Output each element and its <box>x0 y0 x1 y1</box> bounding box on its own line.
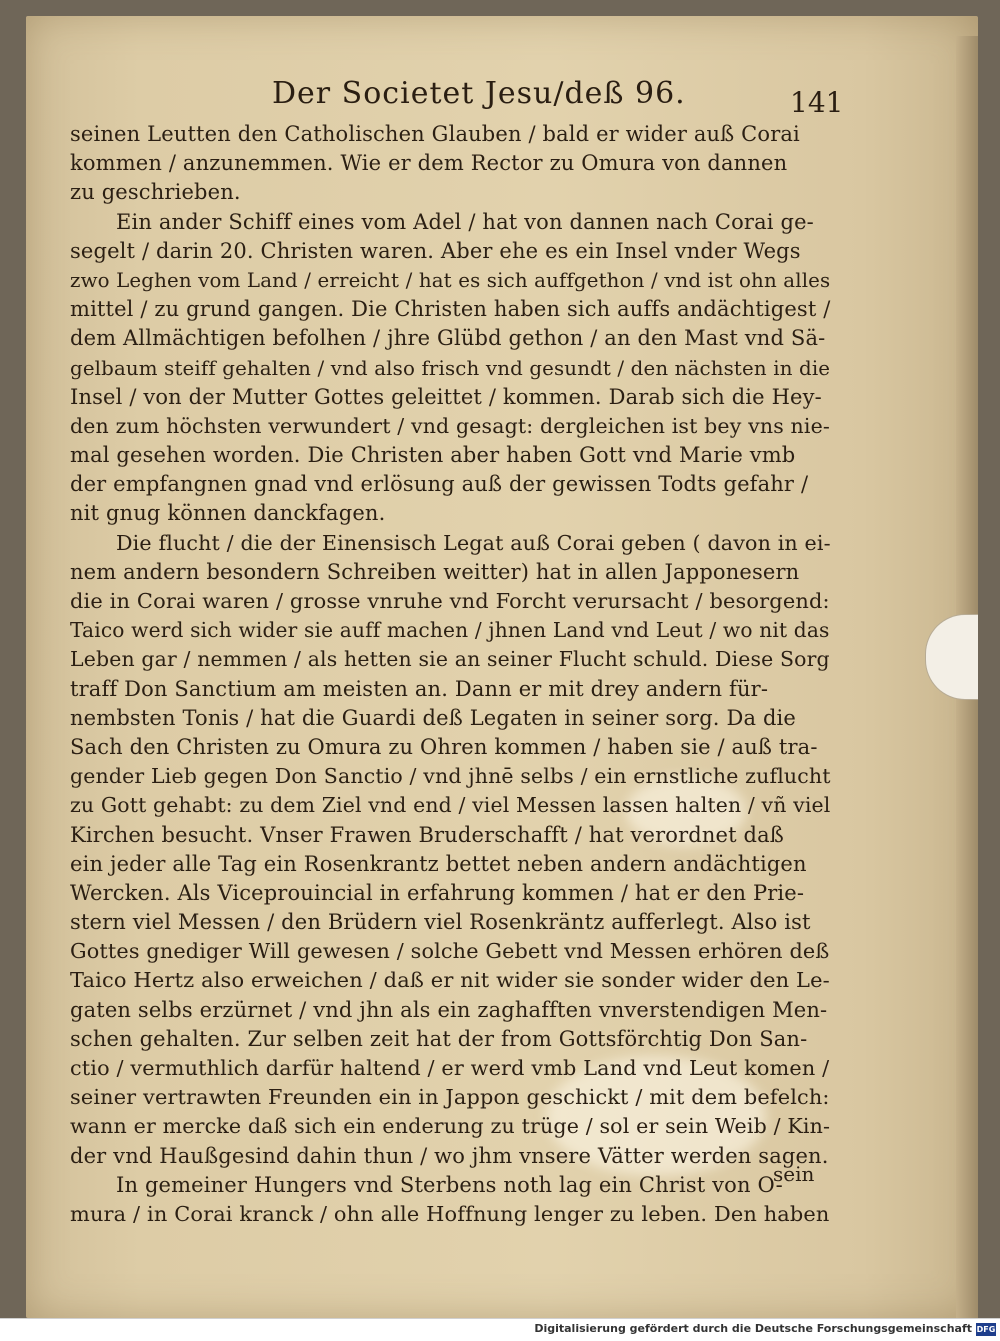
page-tab-cutout <box>925 614 978 700</box>
text-line: zwo Leghen vom Land / erreicht / hat es sich auffgethon / vnd ist ohn alles <box>70 268 831 292</box>
text-line: Gottes gnediger Will gewesen / solche Gebett vnd Messen erhören deß <box>70 939 830 964</box>
text-line: mura / in Corai kranck / ohn alle Hoffnung lenger zu leben. Den haben <box>70 1201 830 1226</box>
text-line: zu geschrieben. <box>70 180 241 205</box>
text-line: Taico werd sich wider sie auff machen / jhnen Land vnd Leut / wo nit das <box>70 618 830 643</box>
text-line: mal gesehen worden. Die Christen aber haben Gott vnd Marie vmb <box>70 443 796 468</box>
text-line: dem Allmächtigen befolhen / jhre Glübd gethon / an den Mast vnd Sä- <box>70 326 826 351</box>
text-line: Ein ander Schiff eines vom Adel / hat von dannen nach Corai ge- <box>116 209 814 234</box>
text-line: schen gehalten. Zur selben zeit hat der from Gottsförchtig Don San- <box>70 1026 808 1051</box>
text-line: Taico Hertz also erweichen / daß er nit wider sie sonder wider den Le- <box>70 968 830 993</box>
text-line: gender Lieb gegen Don Sanctio / vnd jhnē selbs / ein ernstliche zuflucht <box>70 764 831 789</box>
dfg-logo: DFG <box>976 1325 996 1334</box>
text-line: kommen / anzunemmen. Wie er dem Rector zu Omura von dannen <box>70 151 788 176</box>
text-line: nembsten Tonis / hat die Guardi deß Legaten in seiner sorg. Da die <box>70 705 796 730</box>
page-number: 141 <box>790 86 844 119</box>
text-line: Insel / von der Mutter Gottes geleittet / kommen. Darab sich die Hey- <box>70 384 822 409</box>
text-line: der vnd Haußgesind dahin thun / wo jhm vnsere Vätter werden sagen. <box>70 1143 829 1168</box>
text-line: Kirchen besucht. Vnser Frawen Bruderschafft / hat verordnet daß <box>70 822 784 847</box>
text-line: Die flucht / die der Einensisch Legat auß Corai geben ( davon in ei- <box>116 530 831 555</box>
text-line: zu Gott gehabt: zu dem Ziel vnd end / viel Messen lassen halten / vñ viel <box>70 793 831 818</box>
text-line: nit gnug können danckfagen. <box>70 501 386 526</box>
catchword: sein <box>773 1162 815 1186</box>
funding-credit: Digitalisierung gefördert durch die Deutsche Forschungsgemeinschaft <box>534 1322 972 1335</box>
text-line: seiner vertrawten Freunden ein in Jappon geschickt / mit dem befelch: <box>70 1085 830 1110</box>
text-line: die in Corai waren / grosse vnruhe vnd Forcht verursacht / besorgend: <box>70 589 830 613</box>
text-line: ctio / vermuthlich darfür haltend / er werd vmb Land vnd Leut komen / <box>70 1056 830 1080</box>
body-text <box>70 120 830 1229</box>
text-line: Sach den Christen zu Omura zu Ohren kommen / haben sie / auß tra- <box>70 734 818 759</box>
text-line: mittel / zu grund gangen. Die Christen haben sich auffs andächtigest / <box>70 297 831 322</box>
text-line: den zum höchsten verwundert / vnd gesagt: dergleichen ist bey vns nie- <box>70 413 830 438</box>
text-line: nem andern besondern Schreiben weitter) hat in allen Japponesern <box>70 559 800 584</box>
text-line: segelt / darin 20. Christen waren. Aber ehe es ein Insel vnder Wegs <box>70 238 801 263</box>
text-line: traff Don Sanctium am meisten an. Dann er mit drey andern für- <box>70 676 769 701</box>
text-line: In gemeiner Hungers vnd Sterbens noth lag ein Christ von O- <box>116 1172 783 1197</box>
text-line: Wercken. Als Viceprouincial in erfahrung kommen / hat er den Prie- <box>70 880 805 905</box>
text-line: Leben gar / nemmen / als hetten sie an seiner Flucht schuld. Diese Sorg <box>70 647 830 672</box>
running-head: Der Societet Jesu/deß 96. <box>272 76 686 111</box>
text-line: der empfangnen gnad vnd erlösung auß der gewissen Todts gefahr / <box>70 472 809 497</box>
text-line: stern viel Messen / den Brüdern viel Rosenkräntz aufferlegt. Also ist <box>70 910 811 935</box>
text-line: gelbaum steiff gehalten / vnd also frisch vnd gesundt / den nächsten in die <box>70 356 831 380</box>
footer-bar <box>0 1318 1000 1341</box>
text-line: ein jeder alle Tag ein Rosenkrantz bettet neben andern andächtigen <box>70 851 807 876</box>
text-line: seinen Leutten den Catholischen Glauben / bald er wider auß Corai <box>70 122 800 146</box>
text-line: wann er mercke daß sich ein enderung zu trüge / sol er sein Weib / Kin- <box>70 1114 831 1139</box>
text-line: gaten selbs erzürnet / vnd jhn als ein zaghafften vnverstendigen Men- <box>70 997 828 1022</box>
